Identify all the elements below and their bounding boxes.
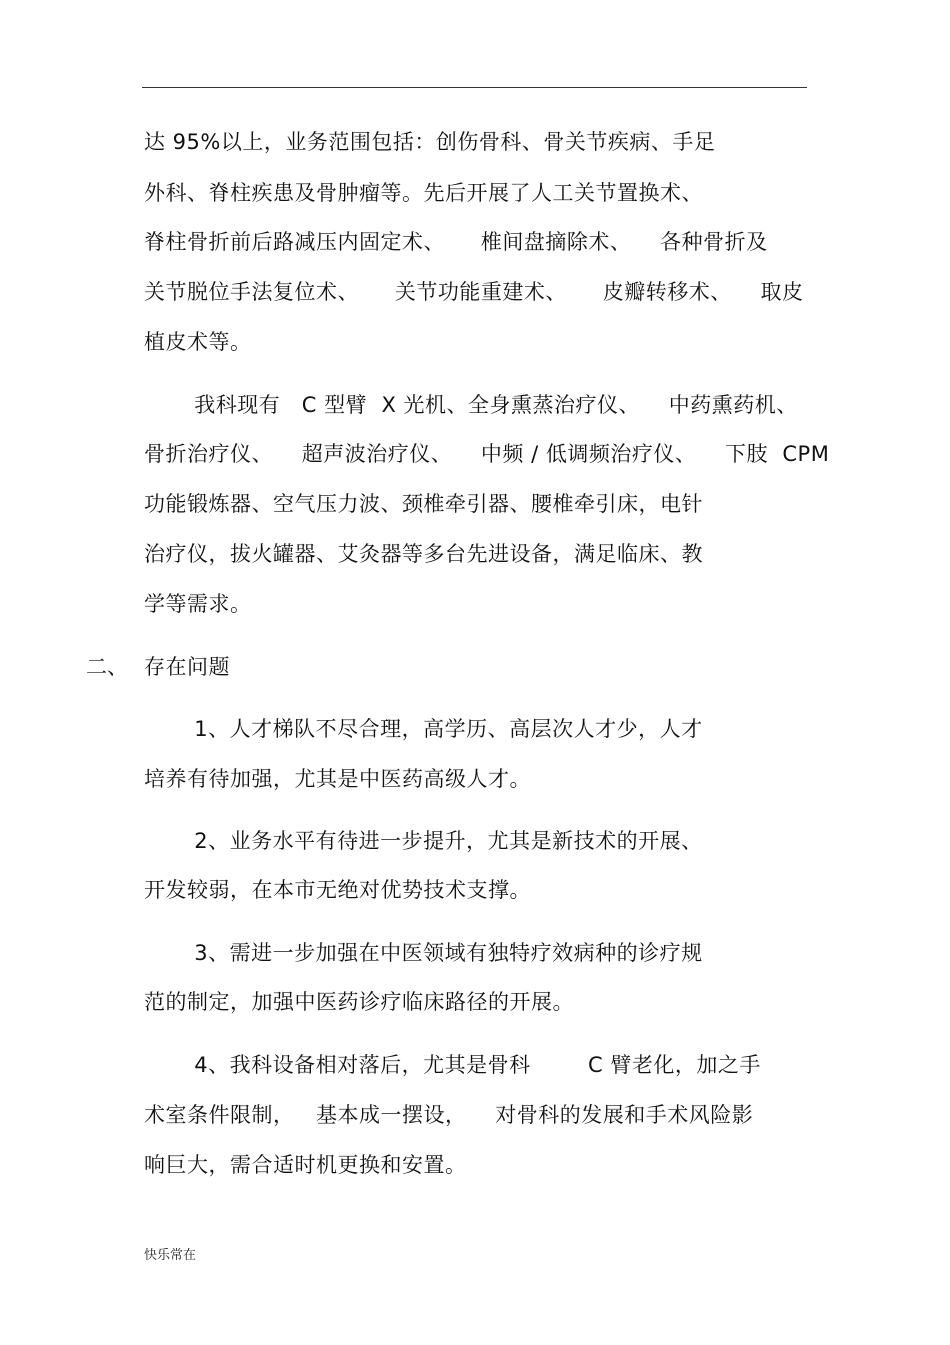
text-line: 3、需进一步加强在中医领域有独特疗效病种的诊疗规: [144, 941, 703, 965]
text-line: 我科现有 C 型臂 X 光机、全身熏蒸治疗仪、 中药熏药机、: [144, 393, 798, 417]
text-line: 2、业务水平有待进一步提升，尤其是新技术的开展、: [144, 829, 703, 853]
section-number: 二、: [86, 655, 128, 679]
header-rule: [142, 87, 807, 88]
text-line: 培养有待加强，尤其是中医药高级人才。: [144, 767, 531, 791]
text-line: 范的制定，加强中医药诊疗临床路径的开展。: [144, 990, 574, 1014]
section-title: 存在问题: [144, 655, 230, 679]
text-line: 关节脱位手法复位术、 关节功能重建术、 皮瓣转移术、 取皮: [144, 280, 804, 304]
text-line: 术室条件限制， 基本成一摆设， 对骨科的发展和手术风险影: [144, 1103, 754, 1127]
text-line: 治疗仪，拔火罐器、艾灸器等多台先进设备，满足临床、教: [144, 542, 703, 566]
text-line: 植皮术等。: [144, 330, 252, 354]
text-line: 脊柱骨折前后路减压内固定术、 椎间盘摘除术、 各种骨折及: [144, 230, 768, 254]
text-line: 达 95%以上，业务范围包括：创伤骨科、骨关节疾病、手足: [144, 130, 716, 154]
text-line: 外科、脊柱疾患及骨肿瘤等。先后开展了人工关节置换术、: [144, 181, 703, 205]
text-line: 4、我科设备相对落后，尤其是骨科 C 臂老化，加之手: [144, 1053, 761, 1077]
text-line: 骨折治疗仪、 超声波治疗仪、 中频 / 低调频治疗仪、 下肢 CPM: [144, 442, 830, 466]
text-line: 学等需求。: [144, 592, 252, 616]
text-line: 响巨大，需合适时机更换和安置。: [144, 1153, 467, 1177]
text-line: 开发较弱，在本市无绝对优势技术支撑。: [144, 878, 531, 902]
text-line: 功能锻炼器、空气压力波、颈椎牵引器、腰椎牵引床，电针: [144, 492, 703, 516]
text-line: 1、人才梯队不尽合理，高学历、高层次人才少，人才: [144, 717, 703, 741]
page-footer: 快乐常在: [144, 1248, 197, 1263]
